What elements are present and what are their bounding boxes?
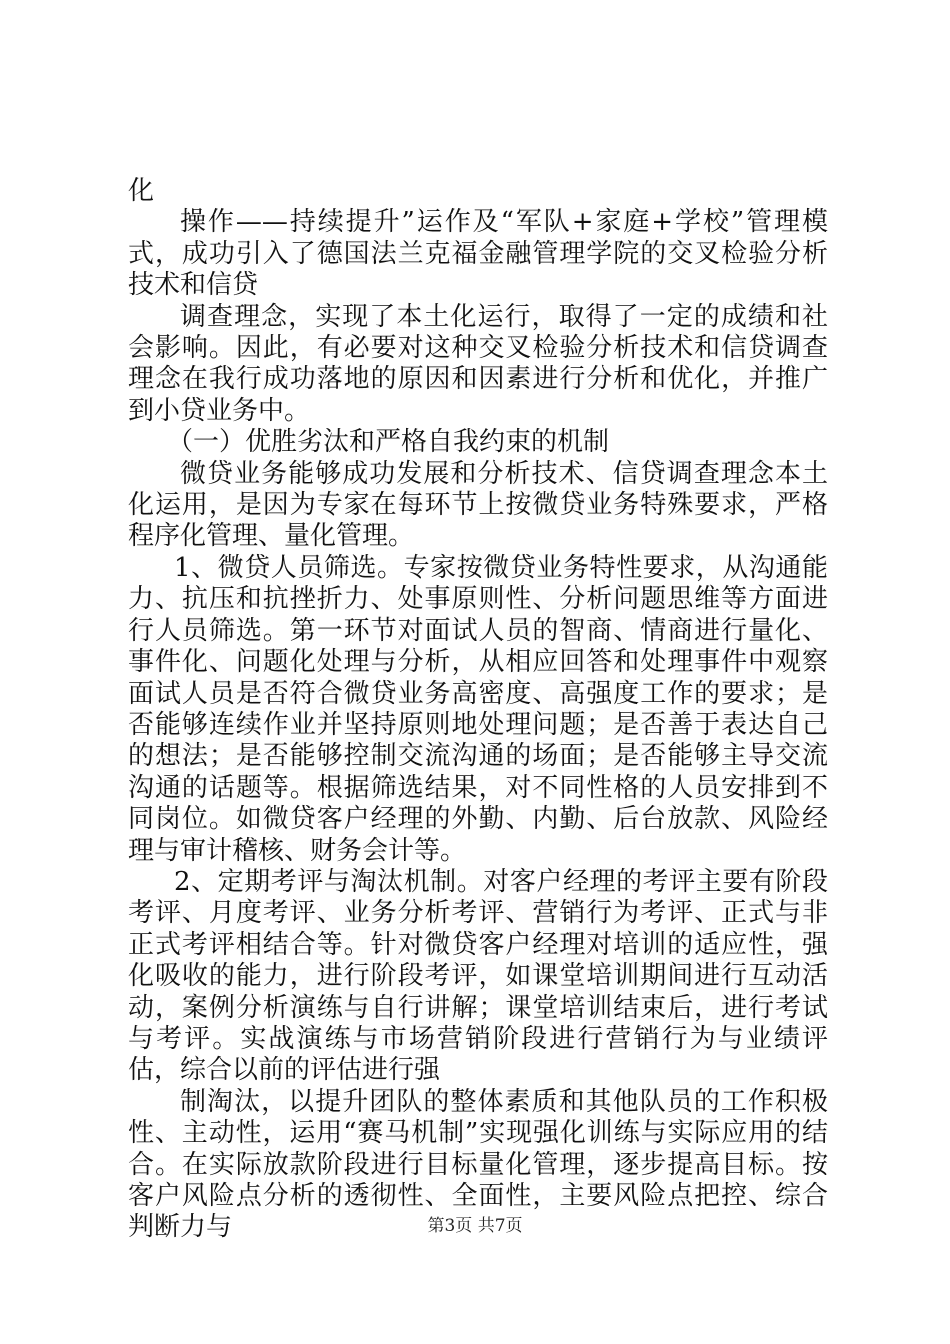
paragraph-1: 操作——持续提升”运作及“军队+家庭+学校”管理模式，成功引入了德国法兰克福金融管理学院的交叉检验分析技术和信贷 bbox=[128, 207, 828, 301]
paragraph-2: 调查理念，实现了本土化运行，取得了一定的成绩和社会影响。因此，有必要对这种交叉检验分析技术和信贷调查理念在我行成功落地的原因和因素进行分析和优化，并推广到小贷业务中。 bbox=[128, 301, 828, 426]
paragraph-0: 化 bbox=[128, 176, 155, 206]
page-footer: 第3页 共7页 bbox=[427, 1216, 523, 1236]
paragraph-7: 制淘汰，以提升团队的整体素质和其他队员的工作积极性、主动性，运用“赛马机制”实现强化训练与实际应用的结合。在实际放款阶段进行目标量化管理，逐步提高目标。按客户风险点分析的透彻性、全面性，主要风险点把控、综合判断力与 bbox=[128, 1086, 828, 1243]
document-body bbox=[128, 176, 828, 1244]
section-heading: （一）优胜劣汰和严格自我约束的机制 bbox=[167, 427, 610, 458]
paragraph-5: 1、微贷人员筛选。专家按微贷业务特性要求，从沟通能力、抗压和抗挫折力、处事原则性、分析问题思维等方面进行人员筛选。第一环节对面试人员的智商、情商进行量化、事件化、问题化处理与分析，从相应回答和处理事件中观察面试人员是否符合微贷业务高密度、高强度工作的要求；是否能够连续作业并坚持原则地处理问题；是否善于表达自己的想法；是否能够控制交流沟通的场面；是否能够主导交流沟通的话题等。根据筛选结果，对不同性格的人员安排到不同岗位。如微贷客户经理的外勤、内勤、后台放款、风险经理与审计稽核、财务会计等。 bbox=[128, 552, 828, 866]
paragraph-6: 2、定期考评与淘汰机制。对客户经理的考评主要有阶段考评、月度考评、业务分析考评、营销行为考评、正式与非正式考评相结合等。针对微贷客户经理对培训的适应性，强化吸收的能力，进行阶段考评，如课堂培训期间进行互动活动，案例分析演练与自行讲解；课堂培训结束后，进行考试与考评。实战演练与市场营销阶段进行营销行为与业绩评估，综合以前的评估进行强 bbox=[128, 866, 828, 1086]
paragraph-4: 微贷业务能够成功发展和分析技术、信贷调查理念本土化运用，是因为专家在每环节上按微贷业务特殊要求，严格程序化管理、量化管理。 bbox=[128, 458, 828, 552]
